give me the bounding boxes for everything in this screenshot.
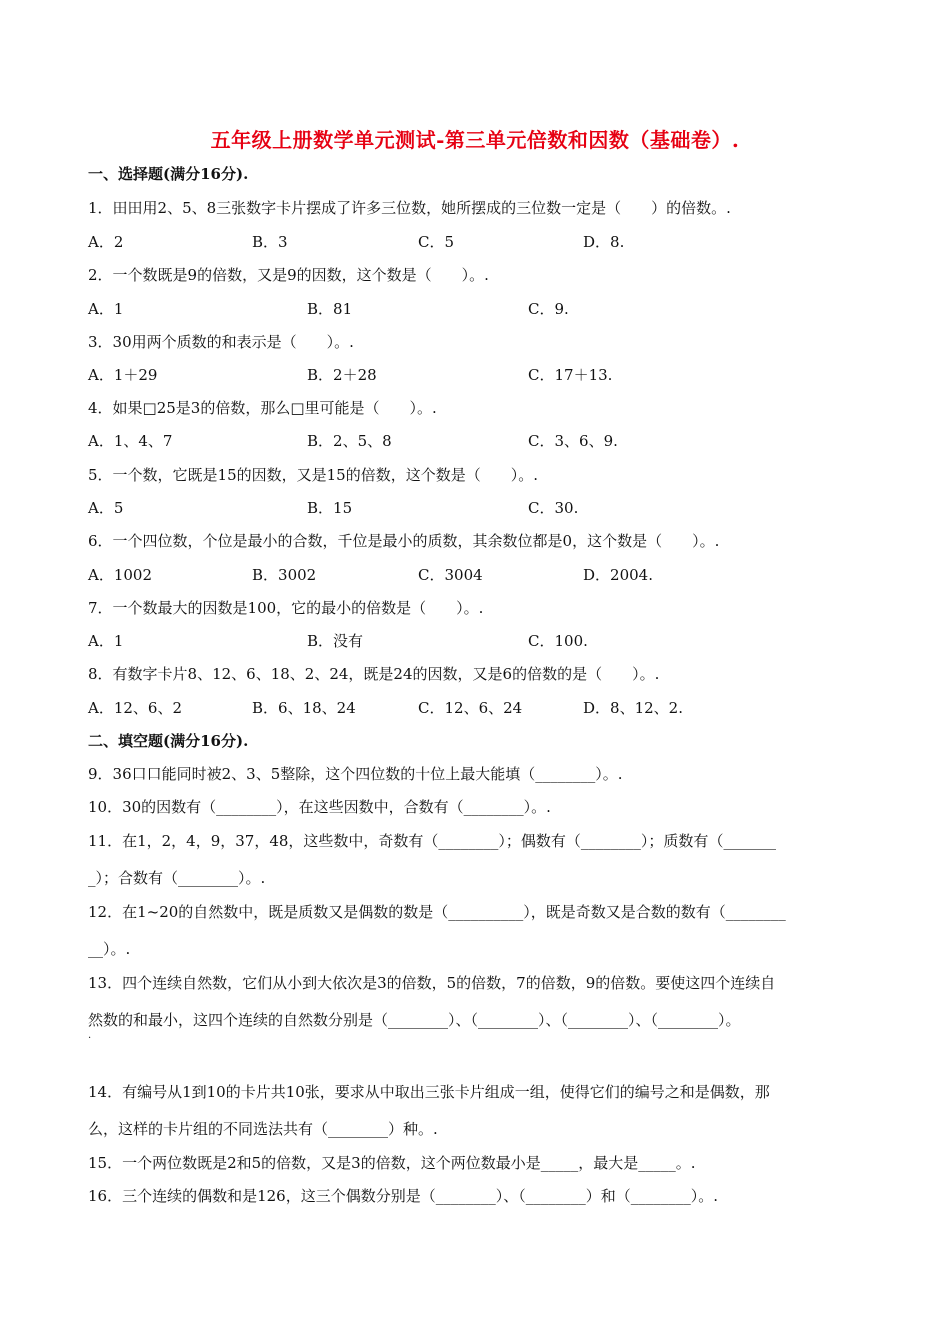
question-13-cont: 然数的和最小，这四个连续的自然数分别是（________）、（________）、（________）、（________）。 — [88, 1011, 741, 1029]
option-c: C．3、6、9. — [528, 432, 618, 450]
question-2: 2．一个数既是9的倍数，又是9的因数，这个数是（ ）。. — [88, 266, 489, 284]
option-c: C．12、6、24 — [418, 699, 523, 717]
option-c: C．9. — [528, 300, 569, 318]
question-8: 8．有数字卡片8、12、6、18、2、24，既是24的因数，又是6的倍数的是（ ）。. — [88, 665, 660, 683]
question-15: 15．一个两位数既是2和5的倍数，又是3的倍数，这个两位数最小是_____，最大是_____。. — [88, 1154, 696, 1172]
question-6: 6．一个四位数，个位是最小的合数，千位是最小的质数，其余数位都是0，这个数是（ ）。. — [88, 532, 720, 550]
option-b: B．3002 — [252, 566, 317, 584]
option-a: A．2 — [88, 233, 124, 251]
question-11: 11．在1，2，4，9，37，48，这些数中，奇数有（________）；偶数有（________）；质数有（_______ — [88, 832, 776, 850]
question-12: 12．在1~20的自然数中，既是质数又是偶数的数是（__________），既是奇数又是合数的数有（________ — [88, 903, 786, 921]
option-a: A．5 — [88, 499, 124, 517]
option-b: B．81 — [307, 300, 353, 318]
question-14: 14．有编号从1到10的卡片共10张，要求从中取出三张卡片组成一组，使得它们的编号之和是偶数，那 — [88, 1083, 770, 1101]
question-3: 3．30用两个质数的和表示是（ ）。. — [88, 333, 354, 351]
question-4: 4．如果□25是3的倍数，那么□里可能是（ ）。. — [88, 399, 437, 417]
option-a: A．1＋29 — [88, 366, 158, 384]
option-c: C．30. — [528, 499, 579, 517]
section-heading-choice: 一、选择题(满分16分). — [88, 165, 249, 183]
option-c: C．3004 — [418, 566, 483, 584]
option-b: B．没有 — [307, 632, 364, 650]
option-c: C．100. — [528, 632, 588, 650]
option-d: D．8、12、2. — [583, 699, 683, 717]
option-b: B．2＋28 — [307, 366, 377, 384]
option-c: C．5 — [418, 233, 455, 251]
question-16: 16．三个连续的偶数和是126，这三个偶数分别是（________）、（________）和（________）。. — [88, 1187, 718, 1205]
question-7: 7．一个数最大的因数是100，它的最小的倍数是（ ）。. — [88, 599, 484, 617]
option-a: A．1002 — [88, 566, 153, 584]
question-10: 10．30的因数有（________），在这些因数中，合数有（________）。. — [88, 798, 551, 816]
option-d: D．2004. — [583, 566, 653, 584]
option-a: A．1、4、7 — [88, 432, 173, 450]
question-9: 9．36口口能同时被2、3、5整除，这个四位数的十位上最大能填（________）。. — [88, 765, 623, 783]
option-d: D．8. — [583, 233, 625, 251]
option-a: A．12、6、2 — [88, 699, 183, 717]
question-13: 13．四个连续自然数，它们从小到大依次是3的倍数，5的倍数，7的倍数，9的倍数。要使这四个连续自 — [88, 974, 776, 992]
question-13-mark: . — [88, 1030, 92, 1041]
question-5: 5．一个数，它既是15的因数，又是15的倍数，这个数是（ ）。. — [88, 466, 538, 484]
question-12-cont: __）。. — [88, 940, 131, 958]
option-b: B．6、18、24 — [252, 699, 356, 717]
option-a: A．1 — [88, 300, 124, 318]
option-b: B．15 — [307, 499, 353, 517]
option-a: A．1 — [88, 632, 124, 650]
section-heading-fill: 二、填空题(满分16分). — [88, 732, 249, 750]
question-1: 1．田田用2、5、8三张数字卡片摆成了许多三位数，她所摆成的三位数一定是（ ）的倍数。. — [88, 199, 731, 217]
question-11-cont: _）；合数有（________）。. — [88, 869, 266, 887]
option-b: B．2、5、8 — [307, 432, 392, 450]
option-b: B．3 — [252, 233, 288, 251]
page-title: 五年级上册数学单元测试-第三单元倍数和因数（基础卷）. — [210, 128, 740, 152]
question-14-cont: 么，这样的卡片组的不同选法共有（________）种。. — [88, 1120, 438, 1138]
option-c: C．17＋13. — [528, 366, 613, 384]
